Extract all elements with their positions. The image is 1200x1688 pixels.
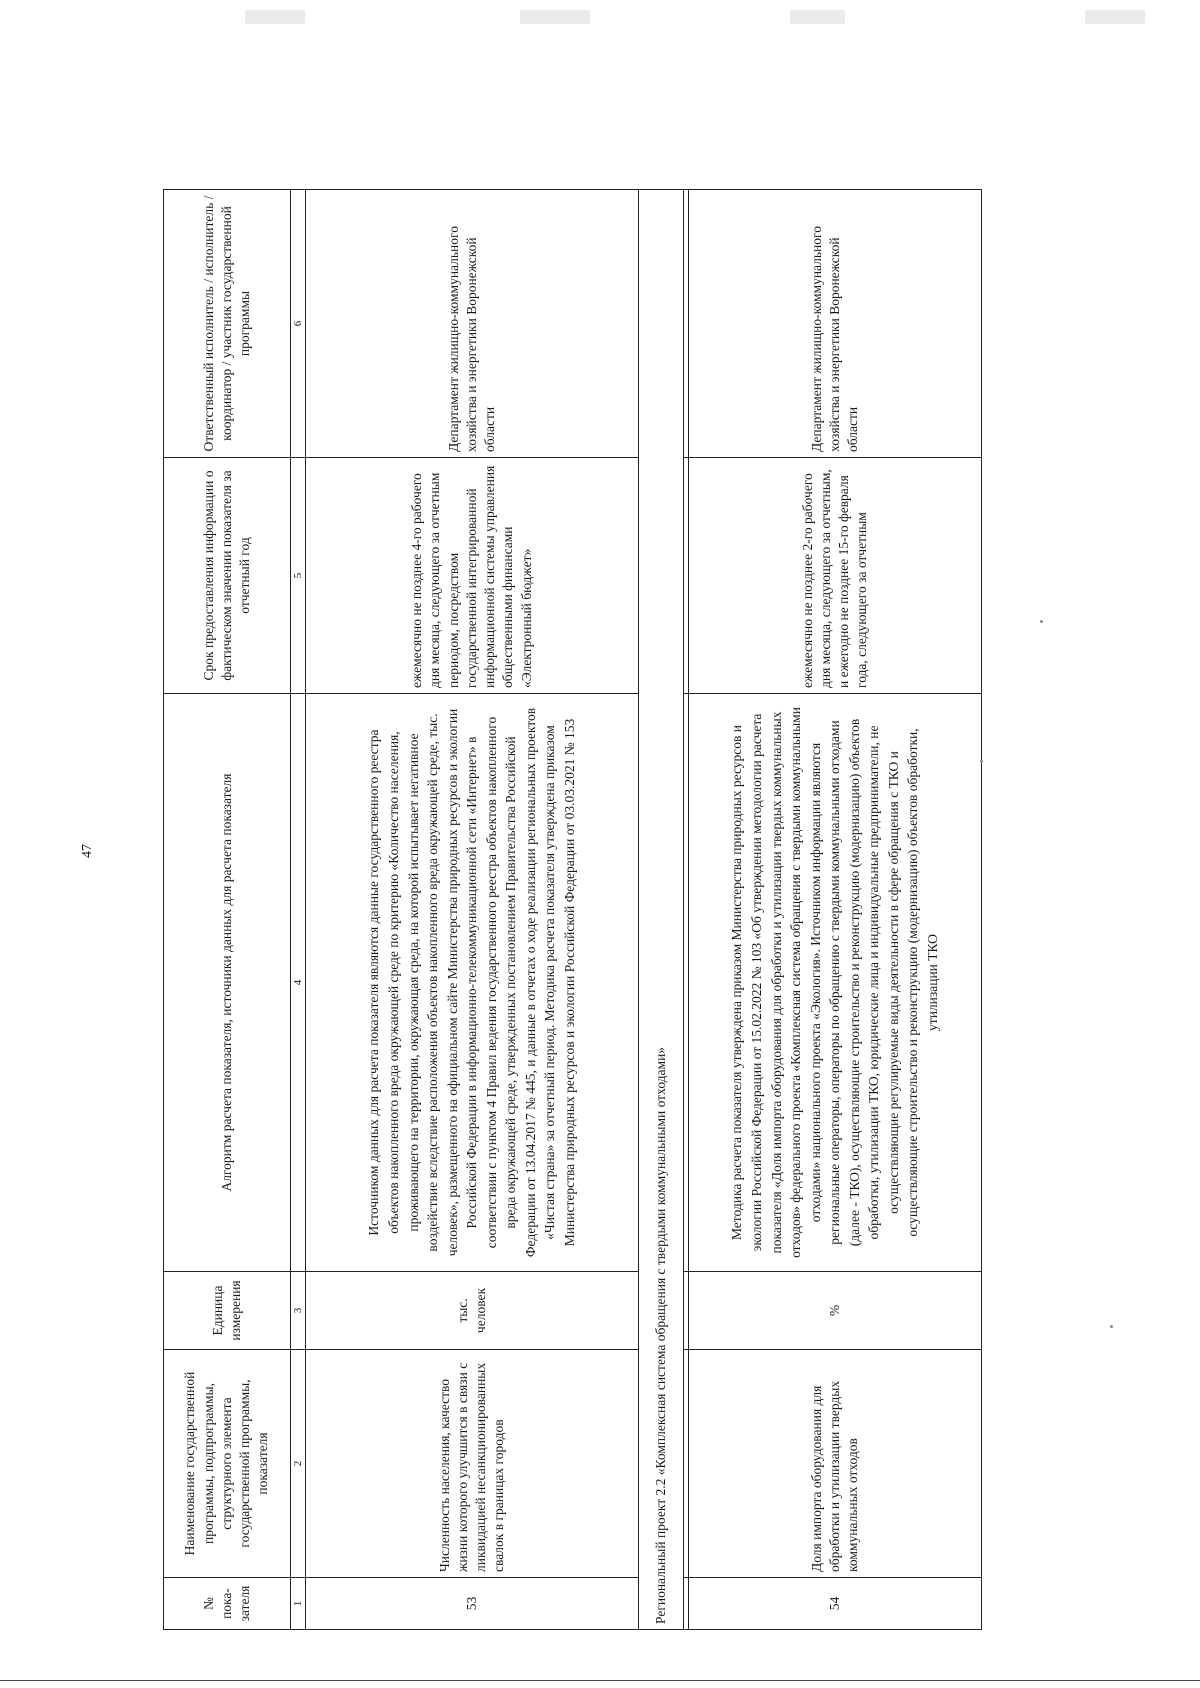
indicator-responsible: Департамент жилищно-коммунального хозяйства и энергетики Воронежской области <box>689 190 982 458</box>
rotated-table-wrapper <box>163 190 1183 1630</box>
indicator-algorithm: Методика расчета показателя утверждена приказом Министерства природных ресурсов и экологии Российской Федерации от 15.02.2022 № 103 «Об утверждении методологии расчета показателя «Доля импорта оборудования для обработки и утилизации твердых коммунальных отходов» федерального проекта «Комплексная система обращения с твердыми коммунальными отходами» национального проекта «Экология». Источником информации являются региональные операторы, операторы по обращению с твердыми коммунальными отходами (далее - ТКО), осуществляющие строительство и реконструкцию (модернизацию) объектов обработки, утилизации ТКО, юридические лица и индивидуальные предприниматели, не осуществляющие регулируемые виды деятельности в сфере обращения с ТКО и осуществляющие строительство и реконструкцию (модернизацию) объектов обработки, утилизации ТКО <box>689 694 982 1272</box>
scan-artifact <box>1085 10 1145 24</box>
indicator-deadline: ежемесячно не позднее 2-го рабочего дня месяца, следующего за отчетным, и ежегодно не позднее 15-го февраля года, следующего за отчетным <box>689 458 982 694</box>
table-row <box>689 190 982 1630</box>
column-number: 5 <box>291 458 306 694</box>
row-number: 54 <box>689 1578 982 1630</box>
indicator-deadline: ежемесячно не позднее 4-го рабочего дня месяца, следующего за отчетным периодом, посредством государственной интегрированной информационной системы управления общественными финансами «Электронный бюджет» <box>306 458 639 694</box>
column-number-row <box>291 190 306 1630</box>
scan-speck <box>1040 620 1043 623</box>
table-header-row <box>164 190 291 1630</box>
header-cell-algorithm: Алгоритм расчета показателя, источники данных для расчета показателя <box>164 694 291 1272</box>
section-title: Региональный проект 2.2 «Комплексная система обращения с твердыми коммунальными отходами» <box>639 190 684 1630</box>
indicator-name: Численность населения, качество жизни которого улучшится в связи с ликвидацией несанкционированных свалок в границах городов <box>306 1350 639 1578</box>
bottom-rule <box>0 1680 1200 1681</box>
page-number: 47 <box>80 844 95 858</box>
row-number: 53 <box>306 1578 639 1630</box>
table-row <box>306 190 639 1630</box>
header-cell-responsible: Ответственный исполнитель / исполнитель / координатор / участник государственной программы <box>164 190 291 458</box>
column-number: 2 <box>291 1350 306 1578</box>
indicator-unit: тыс. человек <box>306 1272 639 1350</box>
column-number: 1 <box>291 1578 306 1630</box>
indicator-responsible: Департамент жилищно-коммунального хозяйства и энергетики Воронежской области <box>306 190 639 458</box>
scan-artifact <box>520 10 590 24</box>
indicator-name: Доля импорта оборудования для обработки и утилизации твердых коммунальных отходов <box>689 1350 982 1578</box>
column-number: 6 <box>291 190 306 458</box>
header-cell-deadline: Срок предоставления информации о фактическом значении показателя за отчетный год <box>164 458 291 694</box>
scan-speck <box>1110 1325 1113 1328</box>
column-number: 4 <box>291 694 306 1272</box>
section-row <box>639 190 684 1630</box>
header-cell-name: Наименование государственной программы, подпрограммы, структурного элемента государственной программы, показателя <box>164 1350 291 1578</box>
indicator-unit: % <box>689 1272 982 1350</box>
indicator-table <box>163 189 982 1630</box>
header-cell-unit: Единица измерения <box>164 1272 291 1350</box>
header-cell-number: № пока-зателя <box>164 1578 291 1630</box>
column-number: 3 <box>291 1272 306 1350</box>
scan-speck <box>980 760 983 763</box>
scan-artifact <box>245 10 305 24</box>
scan-artifact <box>790 10 845 24</box>
indicator-algorithm: Источником данных для расчета показателя являются данные государственного реестра объектов накопленного вреда окружающей среде по критерию «Количество населения, проживающего на территории, окружающая среда, на которой испытывает негативное воздействие вследствие расположения объектов накопленного вреда окружающей среде, тыс. человек», размещенного на официальном сайте Министерства природных ресурсов и экологии Российской Федерации в информационно-телекоммуникационной сети «Интернет» в соответствии с пунктом 4 Правил ведения государственного реестра объектов накопленного вреда окружающей среде, утвержденных постановлением Правительства Российской Федерации от 13.04.2017 № 445, и данные в отчетах о ходе реализации региональных проектов «Чистая страна» за отчетный период. Методика расчета показателя утверждена приказом Министерства природных ресурсов и экологии Российской Федерации от 03.03.2021 № 153 <box>306 694 639 1272</box>
